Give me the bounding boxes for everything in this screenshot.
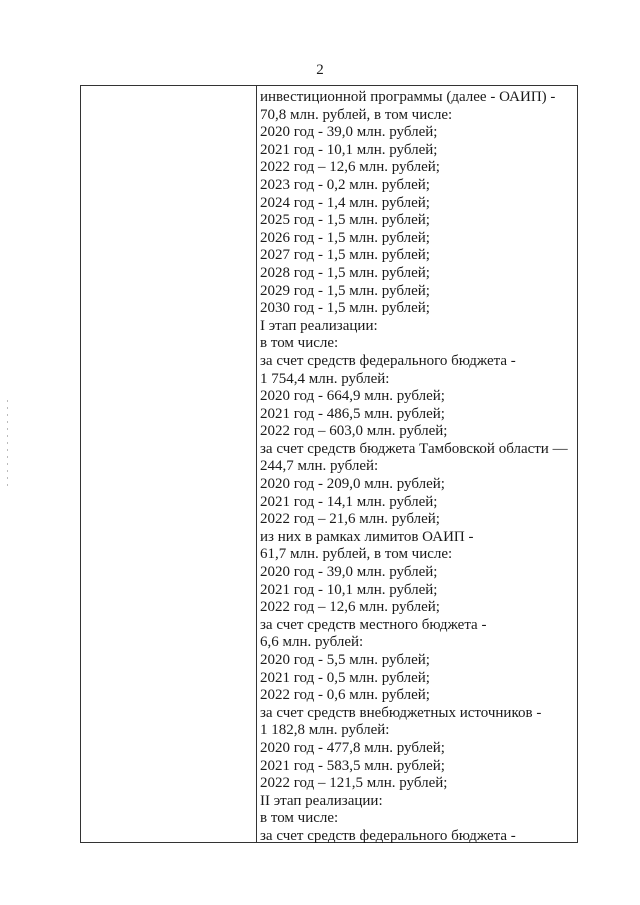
text-line: 2020 год - 5,5 млн. рублей;: [260, 652, 430, 668]
text-line: 2021 год - 10,1 млн. рублей;: [260, 141, 438, 158]
text-line: за счет средств внебюджетных источников -: [260, 704, 542, 721]
text-line: из них в рамках лимитов ОАИП -: [260, 528, 474, 545]
page-number: 2: [316, 62, 324, 78]
text-line: II этап реализации:: [260, 792, 383, 809]
text-line: 2021 год - 583,5 млн. рублей;: [260, 757, 445, 774]
text-line: 2021 год - 0,5 млн. рублей;: [260, 669, 430, 686]
text-line: 2026 год - 1,5 млн. рублей;: [260, 229, 430, 246]
text-line: 2025 год - 1,5 млн. рублей;: [260, 212, 430, 229]
text-line: 2022 год - 0,6 млн. рублей;: [260, 687, 430, 704]
text-line: 2030 год - 1,5 млн. рублей;: [260, 300, 430, 317]
text-line: 1 754,4 млн. рублей:: [260, 370, 390, 387]
text-line: 70,8 млн. рублей, в том числе:: [260, 106, 453, 123]
text-line: I этап реализации:: [260, 317, 378, 334]
column-divider: [256, 85, 257, 843]
text-line: 2022 год – 121,5 млн. рублей;: [260, 775, 448, 792]
text-line: 2020 год - 477,8 млн. рублей;: [260, 739, 445, 756]
text-line: за счет средств федерального бюджета -: [260, 827, 516, 844]
text-line: за счет средств местного бюджета -: [260, 616, 487, 633]
text-line: 2022 год – 21,6 млн. рублей;: [260, 511, 440, 528]
text-line: 2022 год – 12,6 млн. рублей;: [260, 599, 440, 616]
text-line: в том числе:: [260, 335, 339, 352]
text-line: 2027 год - 1,5 млн. рублей;: [260, 247, 430, 264]
text-line: 2022 год – 12,6 млн. рублей;: [260, 159, 440, 176]
text-line: 2020 год - 209,0 млн. рублей;: [260, 476, 445, 493]
scan-artifact: [7, 400, 8, 490]
text-line: 2020 год - 39,0 млн. рублей;: [260, 124, 438, 141]
text-line: 2022 год – 603,0 млн. рублей;: [260, 423, 448, 440]
text-line: 61,7 млн. рублей, в том числе:: [260, 546, 453, 563]
text-line: за счет средств федерального бюджета -: [260, 352, 516, 369]
text-line: в том числе:: [260, 810, 339, 827]
text-line: 2020 год - 39,0 млн. рублей;: [260, 564, 438, 581]
funding-text-column: [260, 89, 578, 846]
text-line: 2020 год - 664,9 млн. рублей;: [260, 388, 445, 405]
text-line: 2023 год - 0,2 млн. рублей;: [260, 176, 430, 193]
text-line: 2021 год - 14,1 млн. рублей;: [260, 493, 438, 510]
text-line: 2029 год - 1,5 млн. рублей;: [260, 282, 430, 299]
text-line: 2021 год - 486,5 млн. рублей;: [260, 405, 445, 422]
text-line: 2028 год - 1,5 млн. рублей;: [260, 264, 430, 281]
text-line: инвестиционной программы (далее - ОАИП) -: [260, 89, 556, 105]
text-line: 2021 год - 10,1 млн. рублей;: [260, 581, 438, 598]
text-line: 2024 год - 1,4 млн. рублей;: [260, 194, 430, 211]
text-line: 244,7 млн. рублей:: [260, 458, 379, 475]
text-line: 6,6 млн. рублей:: [260, 634, 364, 651]
text-line: за счет средств бюджета Тамбовской области —: [260, 440, 568, 457]
text-line: 1 182,8 млн. рублей:: [260, 722, 390, 739]
